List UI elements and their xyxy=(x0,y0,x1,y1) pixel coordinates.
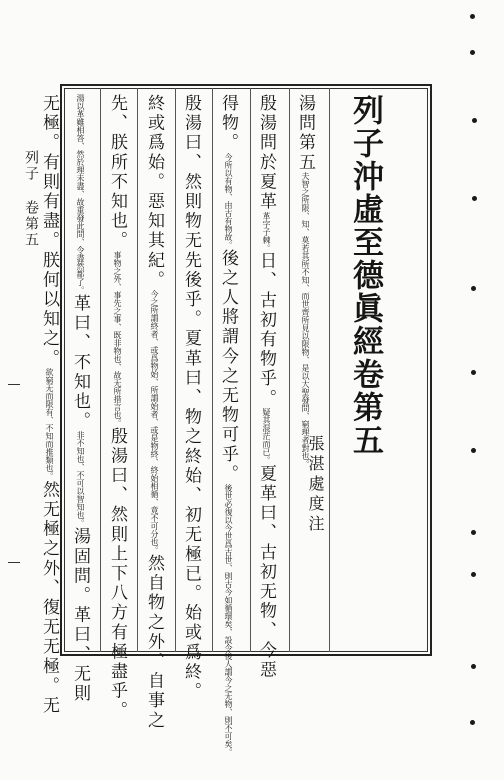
text-column-2 xyxy=(257,94,274,680)
page-title: 列子沖虛至德眞經卷第五 xyxy=(347,94,383,457)
main-text: 然自物之外、自事之 xyxy=(144,554,164,731)
annotation-text: 今所以有物、由古有物故。 xyxy=(224,152,233,249)
margin-label: 列子 卷第五 xyxy=(23,150,39,248)
main-text: 殷湯曰、然則物无先後乎。夏革曰、物之終始、初无極已。始或爲終。 xyxy=(181,94,201,702)
annotation-text: 湯以革雖相答、然於理未盡、故重發此問、令盡然都了。 xyxy=(76,94,85,294)
main-text: 殷湯曰、然則上下八方有極盡乎。 xyxy=(107,426,127,721)
binding-hole xyxy=(471,572,476,577)
column-rule xyxy=(329,88,330,652)
annotation-text: 非不知也、不可以智知也。 xyxy=(76,431,85,528)
binding-hole xyxy=(471,448,476,453)
binding-hole xyxy=(472,118,477,123)
text-column-4 xyxy=(182,94,199,702)
main-text: 終或爲始。惡知其紀。 xyxy=(144,94,164,290)
binding-hole xyxy=(471,370,476,375)
column-rule xyxy=(212,88,213,652)
text-column-8 xyxy=(40,94,57,716)
main-text: 然无極之外、復无无極。无 xyxy=(39,480,59,716)
text-column-1 xyxy=(296,94,313,468)
annotation-text: 後世必復以今世爲古世、則古今如循環矣、設令後人謂今之无物、則不可矣。 xyxy=(224,484,233,757)
main-text: 湯問第五 xyxy=(295,94,315,173)
text-column-7 xyxy=(71,94,88,704)
margin-tick xyxy=(8,384,20,385)
main-text: 後之人將謂今之无物可乎。 xyxy=(218,248,238,485)
annotation-text: 事物之外、事先之事、既非物也、故无所措言也。 xyxy=(113,250,122,427)
binding-hole xyxy=(470,14,475,19)
text-column-5 xyxy=(145,94,162,730)
column-rule xyxy=(100,88,101,652)
main-text: 得物。 xyxy=(218,94,238,153)
main-text: 湯固問。革曰、无則 xyxy=(70,527,90,704)
margin-tick xyxy=(8,562,20,563)
binding-hole xyxy=(471,286,476,291)
column-rule xyxy=(250,88,251,652)
main-text: 革曰、不知也。 xyxy=(70,294,90,432)
annotation-text: 欲窮无而限有、不知而推類也。 xyxy=(45,368,54,481)
column-rule xyxy=(175,88,176,652)
annotation-text: 夫智之所限、知、莫若其所不知、而世齊所見以限物、是以大聖發問、窮理者對也。 xyxy=(301,172,310,469)
binding-hole xyxy=(470,50,475,55)
main-text: 殷湯問於夏革 xyxy=(256,94,276,212)
annotation-text: 疑其混茫而已。 xyxy=(262,408,271,465)
attribution: 張湛處度注 xyxy=(306,435,325,535)
annotation-text: 今之所謂終者、或爲物始、所謂始者、或是物終、終始相循、竟不可分也。 xyxy=(150,290,159,554)
column-rule xyxy=(289,88,290,652)
annotation-text: 革字子棘。 xyxy=(262,211,271,252)
text-column-6 xyxy=(108,94,125,721)
main-text: 日、古初有物乎。 xyxy=(256,251,276,409)
main-text: 先、朕所不知也。 xyxy=(107,94,127,251)
main-text: 无極。有則有盡。朕何以知之。 xyxy=(39,94,59,369)
binding-hole xyxy=(471,664,476,669)
binding-hole xyxy=(470,720,475,725)
text-column-3 xyxy=(219,94,236,756)
main-text: 夏革曰、古初无物、今惡 xyxy=(256,464,276,681)
binding-hole xyxy=(471,530,476,535)
column-rule xyxy=(137,88,138,652)
binding-hole xyxy=(472,196,477,201)
